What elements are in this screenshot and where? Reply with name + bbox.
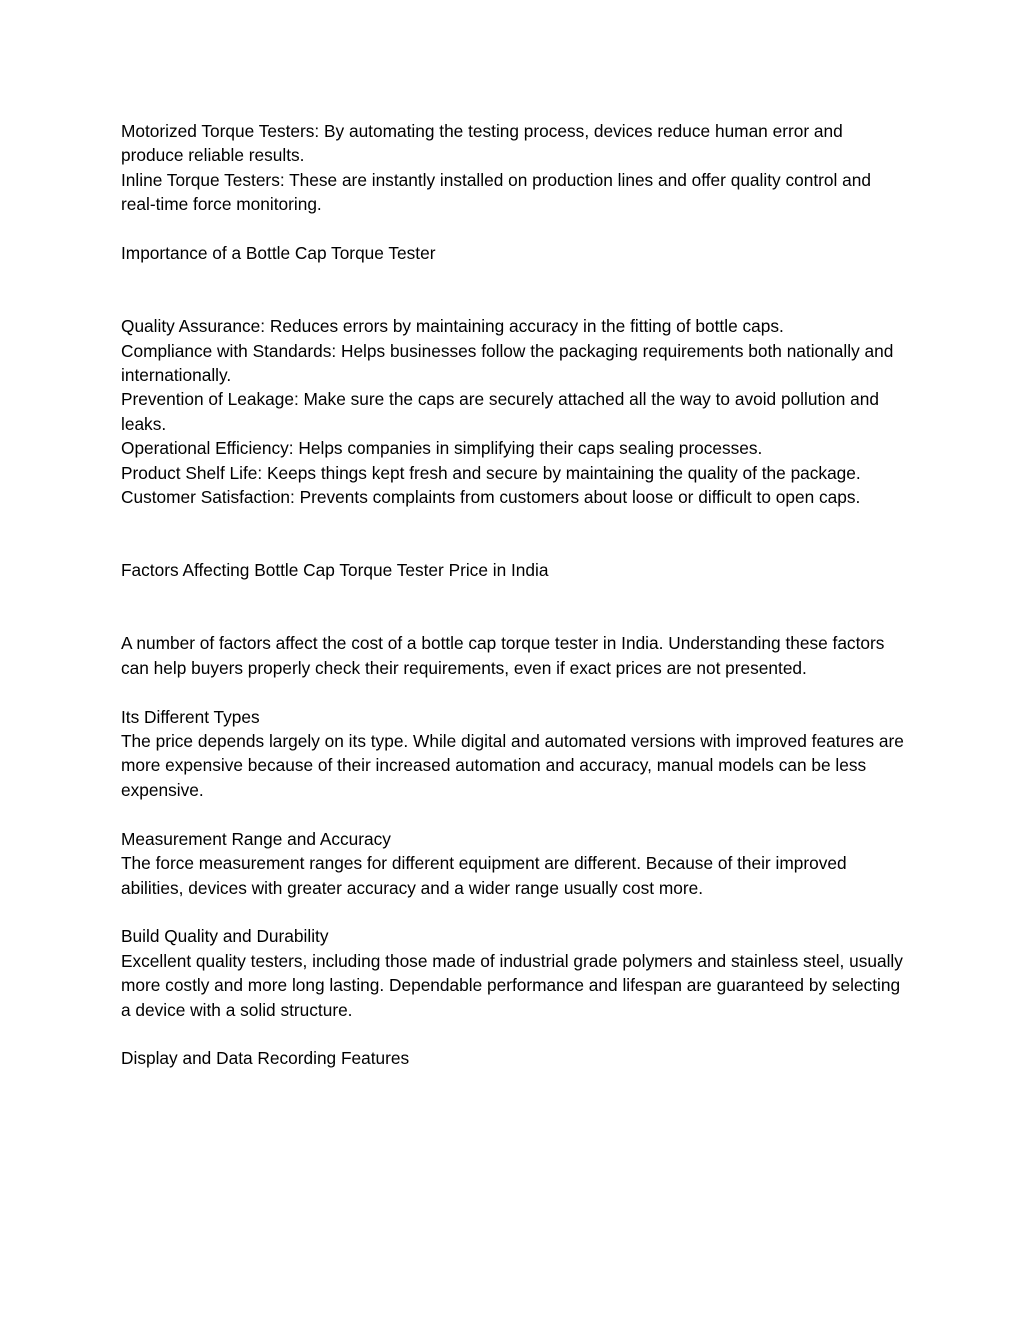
factors-intro-paragraph: A number of factors affect the cost of a bottle cap torque tester in India. Understanding these factors can help buyers properly check their requirements, even if exact prices are not presented. bbox=[121, 633, 885, 678]
spacer bbox=[121, 900, 906, 924]
document-body bbox=[121, 119, 906, 1071]
list-item-operational-efficiency: Operational Efficiency: Helps companies in simplifying their caps sealing processes. bbox=[121, 438, 763, 459]
section-heading-importance: Importance of a Bottle Cap Torque Tester bbox=[121, 243, 436, 264]
paragraph-measurement-range: The force measurement ranges for different equipment are different. Because of their improved abilities, devices with greater accuracy and a wider range usually cost more. bbox=[121, 853, 847, 898]
spacer bbox=[121, 680, 906, 704]
subheading-display-data-recording: Display and Data Recording Features bbox=[121, 1048, 410, 1069]
spacer bbox=[121, 802, 906, 826]
list-item-product-shelf-life: Product Shelf Life: Keeps things kept fresh and secure by maintaining the quality of the package. bbox=[121, 462, 861, 483]
paragraph-different-types: The price depends largely on its type. While digital and automated versions with improved features are more expensive because of their increased automation and accuracy, manual models can be less expensive. bbox=[121, 731, 904, 800]
list-item-motorized-torque-testers: Motorized Torque Testers: By automating the testing process, devices reduce human error and produce reliable results. bbox=[121, 121, 843, 166]
spacer bbox=[121, 265, 906, 314]
subheading-build-quality: Build Quality and Durability bbox=[121, 926, 329, 947]
list-item-customer-satisfaction: Customer Satisfaction: Prevents complaints from customers about loose or difficult to open caps. bbox=[121, 487, 861, 508]
list-item-quality-assurance: Quality Assurance: Reduces errors by maintaining accuracy in the fitting of bottle caps. bbox=[121, 316, 784, 337]
section-heading-factors: Factors Affecting Bottle Cap Torque Tester Price in India bbox=[121, 560, 549, 581]
subheading-measurement-range: Measurement Range and Accuracy bbox=[121, 828, 391, 849]
spacer bbox=[121, 1022, 906, 1046]
list-item-prevention-of-leakage: Prevention of Leakage: Make sure the caps are securely attached all the way to avoid pollution and leaks. bbox=[121, 389, 879, 434]
subheading-different-types: Its Different Types bbox=[121, 706, 260, 727]
spacer bbox=[121, 217, 906, 241]
list-item-compliance: Compliance with Standards: Helps businesses follow the packaging requirements both nationally and internationally. bbox=[121, 340, 894, 386]
spacer bbox=[121, 583, 906, 632]
spacer bbox=[121, 509, 906, 558]
list-item-inline-torque-testers: Inline Torque Testers: These are instantly installed on production lines and offer quality control and real-time force monitoring. bbox=[121, 169, 871, 215]
paragraph-build-quality: Excellent quality testers, including those made of industrial grade polymers and stainless steel, usually more costly and more long lasting. Dependable performance and lifespan are guaranteed by selecting a device with a solid structure. bbox=[121, 950, 903, 1020]
